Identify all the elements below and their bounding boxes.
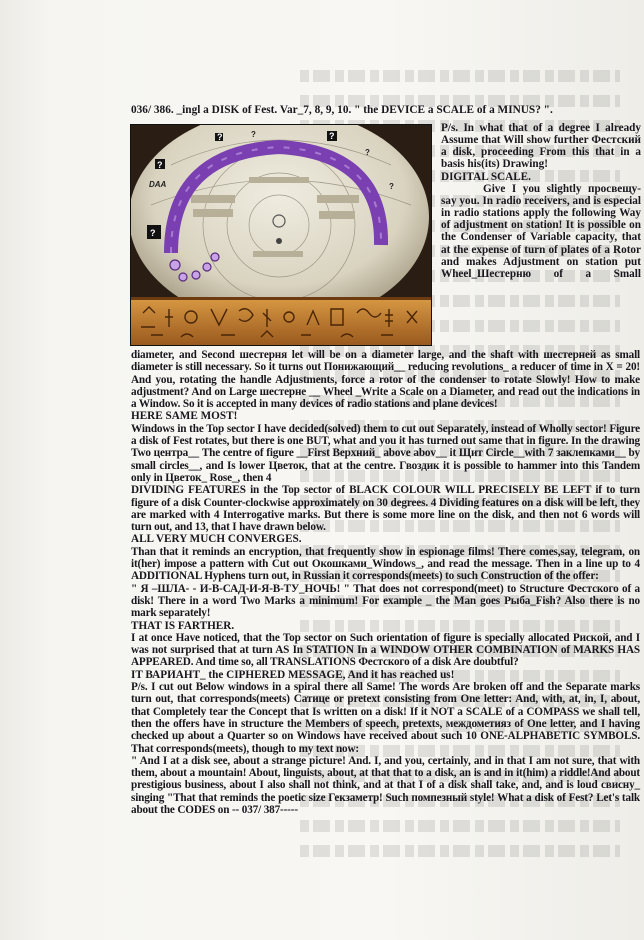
paragraph-windows: Windows in the Top sector I have decided(solved) them to cut out Separately, instead of Wholly sector! Figure a disk of Fest rotates, but there is one BUT, what and you it has turned out same that in figure. In the drawing Two центра__ The centre of figure __First Верхний_ above abov__ it Щит Circle__with 7 заклепками__ by small circles__, and Is lower Цветок, that at the centre. Гвоздик it is possible to hammer into this Tandem only in Цветок_ Rose_, then 4 [131, 422, 640, 484]
paragraph-closing-quote: " And I at a disk see, about a strange picture! And. I, and you, certainly, and in that I am not sure, that with them, about a mountain! About, linguists, about, at that that to a disk, an is and in it(him) a riddle!And about prestigious business, about I also shall not think, and at that I of a disk shall take, and, and is loud свисну_ singing "That that reminds the poetic size Гекзаметр! Such помпезный style! What a disk of Fest? Let's talk about the CODES on -- 037/ 387----- [131, 754, 640, 816]
paragraph-top-sector: I at once Have noticed, that the Top sector on Such orientation of figure is specially allocated Рискoй, and I was not surprised that at turn AS In STATION In a WINDOW OTHER COMBINATION of MARKS HAS APPEARED. And time so, all TRANSLATIONS Фестского of a disk Are doubtful? [131, 631, 640, 669]
daa-label: DAA [149, 180, 167, 189]
question-mark-3: ? [150, 228, 156, 238]
paragraph-russian-example: " Я –ШЛА- - И-В-САД-И-Я-В-ТУ_НОЧЬ! " That does not correspond(meet) to Structure Фестского of a disk! There in a word Two Marks a minimum! For example _ the Man goes Рыба_Fish? Also there is no mark separately! [131, 582, 640, 620]
right-paragraph-2: Give I you slightly просвещу- say you. In radio receivers, and is especial in radio stations apply the following Way of adjustment on station! It is possible on the Condenser of Variable capacity, that at the expense of turn of plates of a Rotor and makes Adjustment on station put Wheel_Шестерню of a Small [441, 182, 641, 280]
right-paragraph-1: P/s. In what that of a degree I already Assume that Will show further Фестский a disk, proceeding From this that in a basis his(its) Drawing! [441, 122, 641, 171]
question-mark-5: ? [251, 130, 256, 139]
question-mark-2: ? [217, 132, 223, 142]
heading-that-is-farther: THAT IS FARTHER. [131, 619, 235, 632]
question-mark-6: ? [365, 148, 370, 157]
question-mark-1: ? [157, 160, 163, 170]
right-column-text [441, 122, 641, 280]
question-mark-7: ? [389, 182, 394, 191]
paragraph-ps-windows: P/s. I cut out Below windows in a spiral there all Same! The words Are broken off and the Separate marks turn out, that corresponds(meets) Сатице or pretext consisting from One letter: And, with, at, in, I, about, that Completely tear the Concept that Is written on a disk! If it NOT a SCALE of a COMPASS we shall tell, then the offers have in structure the Members of speech, pretexts, междометияз of One letter, and I having checked up about a Quarter so on Windows have received about such 10 ONE-ALPHABETIC SYMBOLS. That corresponds(meets), though to my text now: [131, 681, 640, 755]
phaistos-disc-photo [130, 124, 432, 346]
question-mark-4: ? [329, 131, 335, 141]
paragraph-diameter: diameter, and Second шестерня let will be on a diameter large, and the shaft with шестерней as small diameter is still necessary. So it turns out Понижающий__ reducing revolutions_ a reducer of time in X = 20! And you, rotating the handle Adjustments, force a rotor of the condenser to rotate Slowly! How to make adjustment? And on Large шестерне __ Wheel _Write a Scale on a Diameter, and read out the indications in a Window. So it is accepted in many devices of radio stations and plane devices! [131, 349, 640, 411]
right-subheading: DIGITAL SCALE. [441, 170, 531, 183]
heading-here-same-most: HERE SAME MOST! [131, 410, 238, 423]
heading-all-converges: ALL VERY MUCH CONVERGES. [131, 533, 302, 546]
main-text-body [131, 349, 640, 816]
heading-variant: IT ВАРИАНТ_ the CIPHERED MESSAGE, And it has reached us! [131, 668, 455, 681]
document-heading: 036/ 386. _ingl a DISK of Fest. Var_7, 8, 9, 10. " the DEVICE a SCALE of a MINUS? ". [131, 104, 553, 116]
paragraph-encryption: Than that it reminds an encryption, that frequently show in espionage films! There comes,say, telegram, on it(her) impose a pattern with Cut out Окошками_Windows_, and read the message. Then in a line up to 4 ADDITIONAL Hyphens turn out, in Russian it corresponds(meets) to such Construction of the offer: [131, 545, 640, 583]
paragraph-dividing-features: DIVIDING FEATURES in the Top sector of BLACK COLOUR WILL PRECISELY BE LEFT if to turn figure of a disk Counter-clockwise approximately on 30 degrees. 4 Dividing features on a disk will be left, they are marked with 4 Interrogative marks. But there is some more line on the disk, and then not 6 words will turn out, and 13, that I have drawn below. [131, 484, 640, 534]
phaistos-disc-illustration [131, 125, 431, 345]
